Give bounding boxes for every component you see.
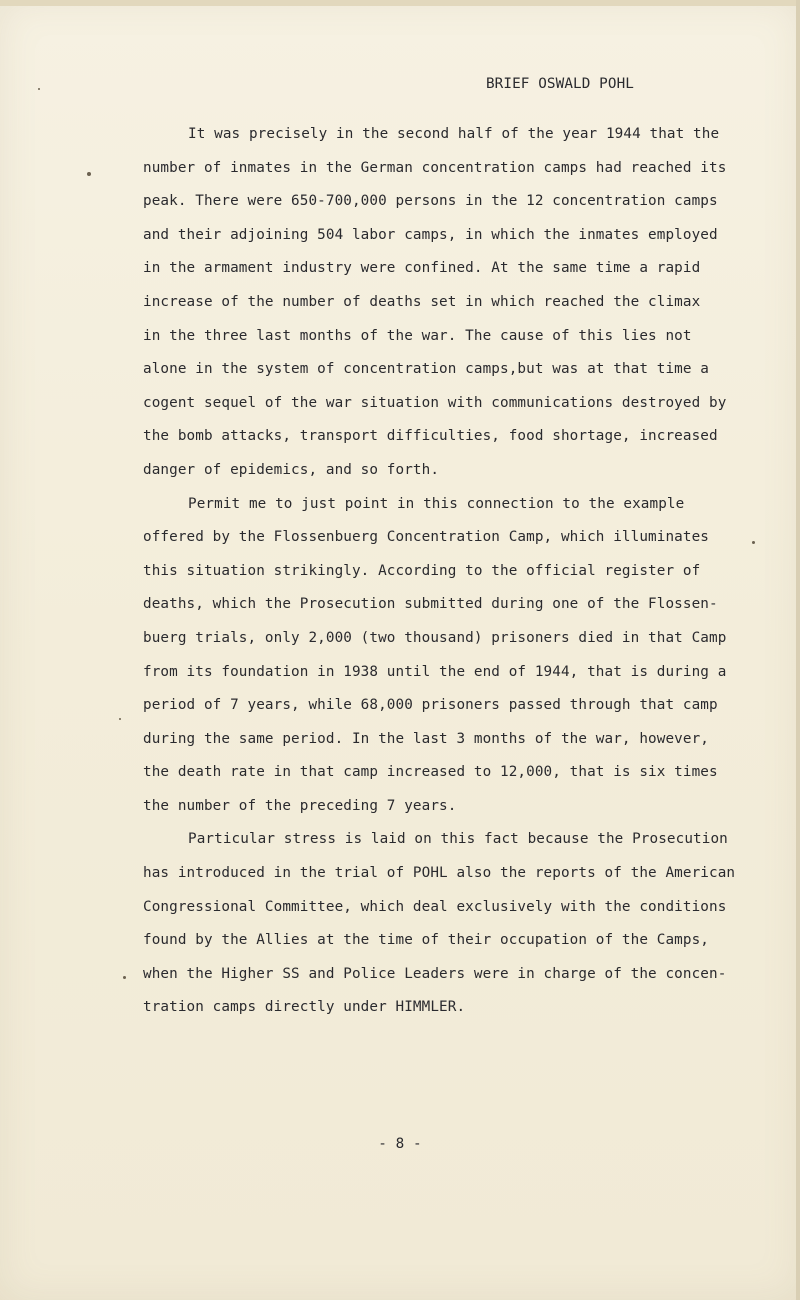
paper-speck (752, 541, 755, 544)
paper-speck (87, 172, 91, 176)
text-line: from its foundation in 1938 until the end of 1944, that is during a (143, 663, 727, 680)
text-line: has introduced in the trial of POHL also the reports of the American (143, 865, 736, 882)
text-line: period of 7 years, while 68,000 prisoners passed through that camp (143, 697, 718, 714)
text-line: in the armament industry were confined. At the same time a rapid (143, 260, 701, 277)
text-line: buerg trials, only 2,000 (two thousand) prisoners died in that Camp (143, 629, 727, 646)
text-line: when the Higher SS and Police Leaders were in charge of the concen- (143, 965, 727, 982)
text-line: peak. There were 650-700,000 persons in the 12 concentration camps (143, 193, 718, 210)
text-line: the number of the preceding 7 years. (143, 797, 457, 814)
document-header: BRIEF OSWALD POHL (485, 76, 634, 92)
text-line: in the three last months of the war. The cause of this lies not (143, 327, 692, 344)
text-line: the bomb attacks, transport difficulties, food shortage, increased (143, 428, 718, 445)
paragraph-1 (143, 122, 727, 492)
document-body (143, 122, 736, 1029)
paragraph-2 (143, 492, 727, 828)
text-line: during the same period. In the last 3 months of the war, however, (143, 730, 709, 747)
text-line: and their adjoining 504 labor camps, in which the inmates employed (143, 226, 718, 243)
text-line: Permit me to just point in this connection to the example (188, 495, 685, 512)
page-number: - 8 - (378, 1136, 422, 1152)
text-line: tration camps directly under HIMMLER. (143, 999, 466, 1016)
text-line: cogent sequel of the war situation with communications destroyed by (143, 394, 727, 411)
paragraph-3 (143, 827, 736, 1029)
page-top-edge (0, 0, 800, 6)
text-line: offered by the Flossenbuerg Concentration Camp, which illuminates (143, 529, 709, 546)
page-right-edge (796, 0, 800, 1300)
text-line: alone in the system of concentration camps,but was at that time a (143, 361, 709, 378)
text-line: found by the Allies at the time of their occupation of the Camps, (143, 932, 709, 949)
text-line: number of inmates in the German concentration camps had reached its (143, 159, 727, 176)
text-line: Congressional Committee, which deal exclusively with the conditions (143, 898, 727, 915)
text-line: Particular stress is laid on this fact because the Prosecution (188, 831, 728, 848)
paper-speck (123, 976, 126, 979)
text-line: this situation strikingly. According to the official register of (143, 562, 701, 579)
paper-speck (119, 718, 121, 720)
text-line: deaths, which the Prosecution submitted during one of the Flossen- (143, 596, 718, 613)
text-line: It was precisely in the second half of the year 1944 that the (188, 126, 720, 142)
text-line: the death rate in that camp increased to 12,000, that is six times (143, 764, 718, 781)
text-line: danger of epidemics, and so forth. (143, 461, 440, 478)
text-line: increase of the number of deaths set in which reached the climax (143, 293, 701, 310)
